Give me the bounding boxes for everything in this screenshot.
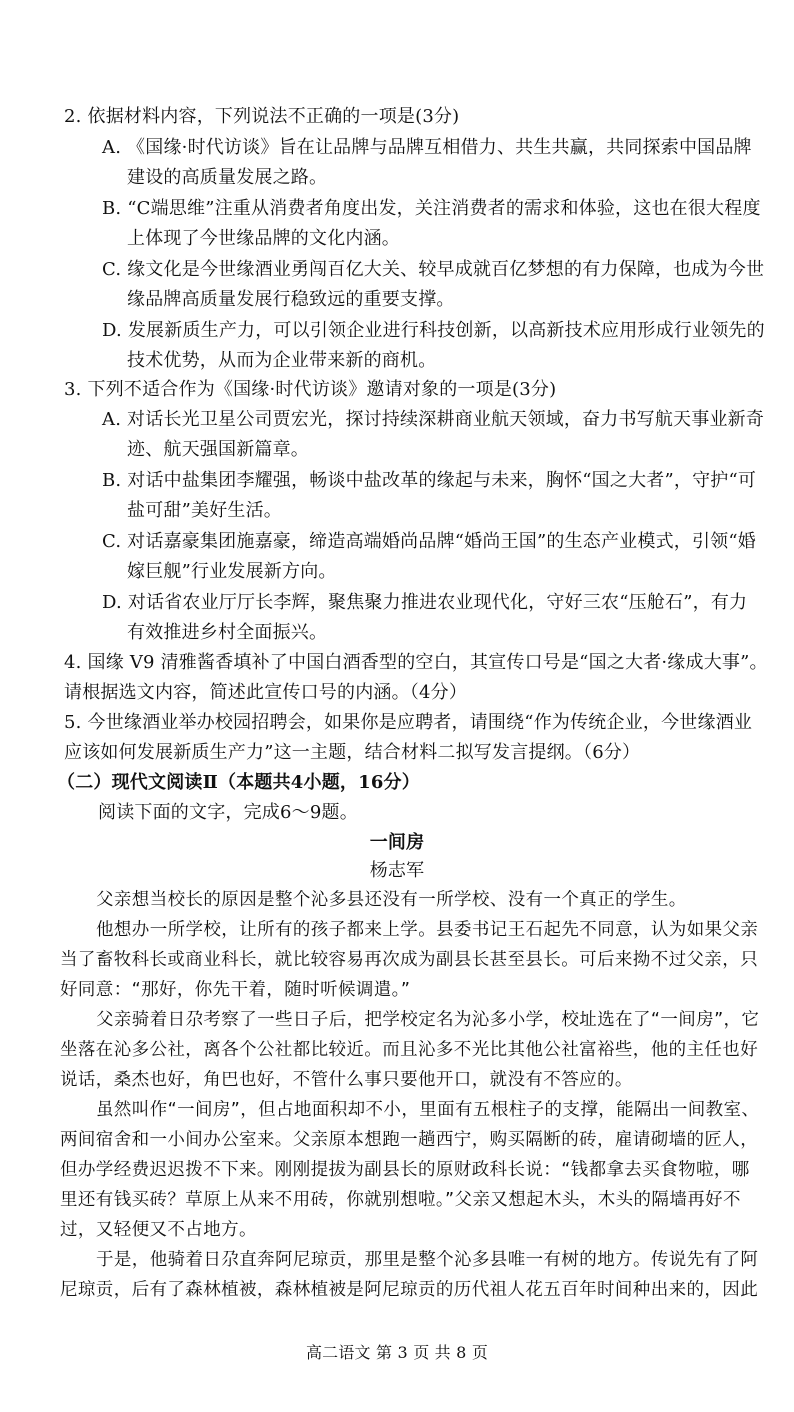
q2-option-a-line1: A. 《国缘·时代访谈》旨在让品牌与品牌互相借力、共生共赢，共同探索中国品牌 <box>102 137 752 158</box>
q2-stem: 2. 依据材料内容，下列说法不正确的一项是(3分) <box>64 106 460 127</box>
q3-option-b-line1: B. 对话中盐集团李耀强，畅谈中盐改革的缘起与未来，胸怀“国之大者”，守护“可 <box>102 470 757 491</box>
page-footer: 高二语文 第 3 页 共 8 页 <box>305 1343 489 1362</box>
story-line: 过，又轻便又不占地方。 <box>60 1220 257 1240</box>
q2-option-a-line2: 建设的高质量发展之路。 <box>127 167 328 188</box>
q2-option-b-line1: B. “C端思维”注重从消费者角度出发，关注消费者的需求和体验，这也在很大程度 <box>102 198 761 219</box>
story-line: 坐落在沁多公社，离各个公社都比较近。而且沁多不光比其他公社富裕些，他的主任也好 <box>60 1040 759 1060</box>
story-line: 当了畜牧科长或商业科长，就比较容易再次成为副县长甚至县长。可后来拗不过父亲，只 <box>60 950 759 970</box>
q4-line2: 请根据选文内容，简述此宣传口号的内涵。（4分） <box>64 682 468 703</box>
q3-option-d-line1: D. 对话省农业厅厅长李辉，聚焦聚力推进农业现代化，守好三农“压舱石”，有力 <box>102 592 748 613</box>
q3-option-b-line2: 盐可甜”美好生活。 <box>127 500 283 521</box>
story-author: 杨志军 <box>369 860 425 881</box>
story-line: 两间宿舍和一小间办公室来。父亲原本想跑一趟西宁，购买隔断的砖，雇请砌墙的匠人， <box>60 1130 759 1150</box>
story-line: 于是，他骑着日尕直奔阿尼琼贡，那里是整个沁多县唯一有树的地方。传说先有了阿 <box>96 1250 759 1270</box>
q2-option-c-line2: 缘品牌高质量发展行稳致远的重要支撑。 <box>127 289 455 310</box>
q3-option-a-line1: A. 对话长光卫星公司贾宏光，探讨持续深耕商业航天领域，奋力书写航天事业新奇 <box>102 409 765 430</box>
story-line: 说话，桑杰也好，角巴也好，不管什么事只要他开口，就没有不答应的。 <box>60 1070 633 1090</box>
story-line: 但办学经费迟迟拨不下来。刚刚提拔为副县长的原财政科长说：“钱都拿去买食物啦，哪 <box>60 1160 750 1180</box>
story-line: 父亲想当校长的原因是整个沁多县还没有一所学校、没有一个真正的学生。 <box>96 890 687 910</box>
q3-option-a-line2: 迹、航天强国新篇章。 <box>127 439 309 460</box>
q5-line2: 应该如何发展新质生产力”这一主题，结合材料二拟写发言提纲。（6分） <box>64 742 641 763</box>
story-line: 好同意：“那好，你先干着，随时听候调遣。” <box>60 980 411 1000</box>
story-line: 父亲骑着日尕考察了一些日子后，把学校定名为沁多小学，校址选在了“一间房”，它 <box>96 1010 760 1030</box>
q2-option-d-line1: D. 发展新质生产力，可以引领企业进行科技创新，以高新技术应用形成行业领先的 <box>102 320 765 341</box>
q2-option-c-line1: C. 缘文化是今世缘酒业勇闯百亿大关、较早成就百亿梦想的有力保障，也成为今世 <box>102 259 765 280</box>
story-line: 尼琼贡，后有了森林植被，森林植被是阿尼琼贡的历代祖人花五百年时间种出来的，因此 <box>60 1280 759 1300</box>
q2-option-d-line2: 技术优势，从而为企业带来新的商机。 <box>127 350 437 371</box>
story-title: 一间房 <box>369 832 425 853</box>
q5-line1: 5. 今世缘酒业举办校园招聘会，如果你是应聘者，请围绕“作为传统企业，今世缘酒业 <box>64 712 753 733</box>
q4-line1: 4. 国缘 V9 清雅酱香填补了中国白酒香型的空白，其宣传口号是“国之大者·缘成大事”。 <box>64 652 768 673</box>
story-line: 虽然叫作“一间房”，但占地面积却不小，里面有五根柱子的支撑，能隔出一间教室、 <box>96 1100 760 1120</box>
section-instruction: 阅读下面的文字，完成6～9题。 <box>98 802 358 823</box>
q3-stem: 3. 下列不适合作为《国缘·时代访谈》邀请对象的一项是(3分) <box>64 379 557 400</box>
q3-option-c-line1: C. 对话嘉豪集团施嘉豪，缔造高端婚尚品牌“婚尚王国”的生态产业模式，引领“婚 <box>102 531 756 552</box>
story-line: 里还有钱买砖？草原上从来不用砖，你就别想啦。”父亲又想起木头，木头的隔墙再好不 <box>60 1190 741 1210</box>
q3-option-c-line2: 嫁巨舰”行业发展新方向。 <box>127 561 337 582</box>
q2-option-b-line2: 上体现了今世缘品牌的文化内涵。 <box>127 228 400 249</box>
q3-option-d-line2: 有效推进乡村全面振兴。 <box>127 622 328 643</box>
section-heading: （二）现代文阅读Ⅱ（本题共4小题，16分） <box>57 772 420 793</box>
story-line: 他想办一所学校，让所有的孩子都来上学。县委书记王石起先不同意，认为如果父亲 <box>96 920 759 940</box>
